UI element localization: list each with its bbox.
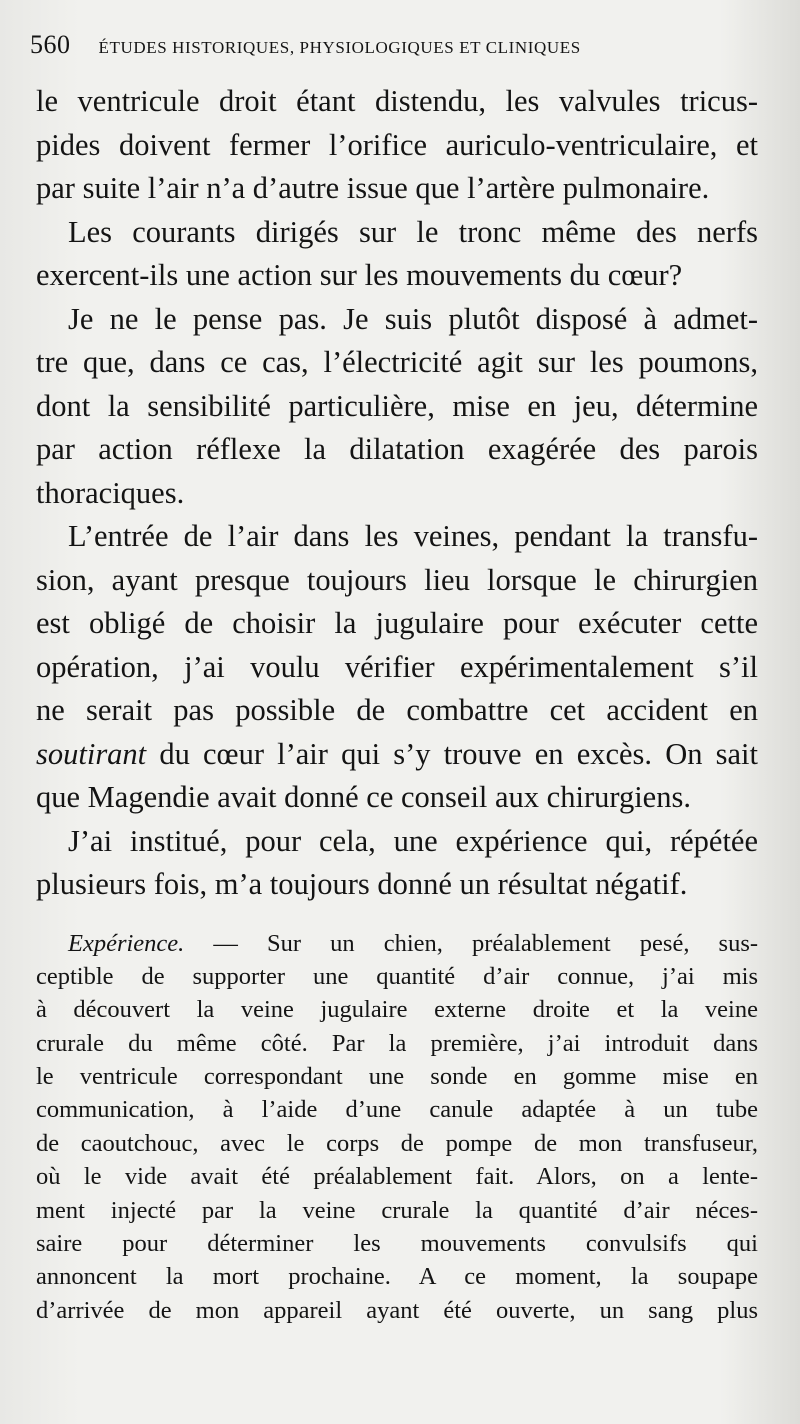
text-line: L’entrée de l’air dans les veines, pendant la transfu- [68, 519, 758, 553]
text-line: de caoutchouc, avec le corps de pompe de mon transfuseur, [36, 1129, 758, 1157]
experience-label: Expérience. [68, 929, 185, 957]
text-line [36, 927, 758, 960]
page-number: 560 [30, 30, 71, 59]
text-line: saire pour déterminer les mouvements convulsifs qui [36, 1230, 758, 1258]
text-line: sion, ayant presque toujours lieu lorsque le chirurgien [36, 562, 758, 597]
page-header [30, 30, 770, 74]
body-text [36, 80, 758, 1327]
text-line: ceptible de supporter une quantité d’air connue, j’ai mis [36, 962, 758, 990]
text-line: à découvert la veine jugulaire externe droite et la veine [36, 996, 758, 1024]
text-line-rest: du cœur l’air qui s’y trouve en excès. On sait [159, 736, 759, 771]
text-line-rest: — Sur un chien, préalablement pesé, sus- [213, 929, 759, 957]
text-line: dont la sensibilité particulière, mise en jeu, détermine [36, 388, 758, 423]
text-line: ne serait pas possible de combattre cet accident en [36, 693, 758, 727]
text-line: crurale du même côté. Par la première, j’ai introduit dans [36, 1029, 758, 1057]
text-line: Les courants dirigés sur le tronc même des nerfs [68, 214, 758, 249]
text-line: opération, j’ai voulu vérifier expérimentalement s’il [36, 649, 758, 684]
text-line: annoncent la mort prochaine. A ce moment, la soupape [36, 1263, 758, 1291]
running-head: ÉTUDES HISTORIQUES, PHYSIOLOGIQUES ET CLINIQUES [98, 38, 581, 57]
italic-word: soutirant [36, 736, 147, 771]
text-line: exercent-ils une action sur les mouvements du cœur? [36, 258, 683, 292]
text-line: communication, à l’aide d’une canule adaptée à un tube [36, 1096, 758, 1124]
text-line: d’arrivée de mon appareil ayant été ouverte, un sang plus [36, 1296, 758, 1324]
text-line: tre que, dans ce cas, l’électricité agit sur les poumons, [36, 345, 758, 379]
text-line: le ventricule correspondant une sonde en gomme mise en [36, 1063, 758, 1091]
section-gap [36, 907, 758, 927]
text-line: que Magendie avait donné ce conseil aux chirurgiens. [36, 780, 691, 814]
text-line: thoraciques. [36, 475, 185, 510]
experience-paragraph [36, 927, 758, 1328]
text-line: par suite l’air n’a d’autre issue que l’artère pulmonaire. [36, 171, 710, 205]
text-line: pides doivent fermer l’orifice auriculo-ventriculaire, et [36, 127, 758, 162]
text-line: est obligé de choisir la jugulaire pour exécuter cette [36, 606, 758, 640]
text-line: par action réflexe la dilatation exagérée des parois [36, 432, 758, 466]
text-line: ment injecté par la veine crurale la quantité d’air néces- [36, 1196, 758, 1224]
text-line: Je ne le pense pas. Je suis plutôt disposé à admet- [68, 301, 758, 336]
text-line: où le vide avait été préalablement fait. Alors, on a lente- [36, 1163, 758, 1191]
text-line: le ventricule droit étant distendu, les valvules tricus- [36, 84, 758, 118]
text-line: J’ai institué, pour cela, une expérience qui, répétée [68, 823, 758, 858]
text-line: plusieurs fois, m’a toujours donné un résultat négatif. [36, 867, 688, 901]
text-line [36, 733, 758, 777]
